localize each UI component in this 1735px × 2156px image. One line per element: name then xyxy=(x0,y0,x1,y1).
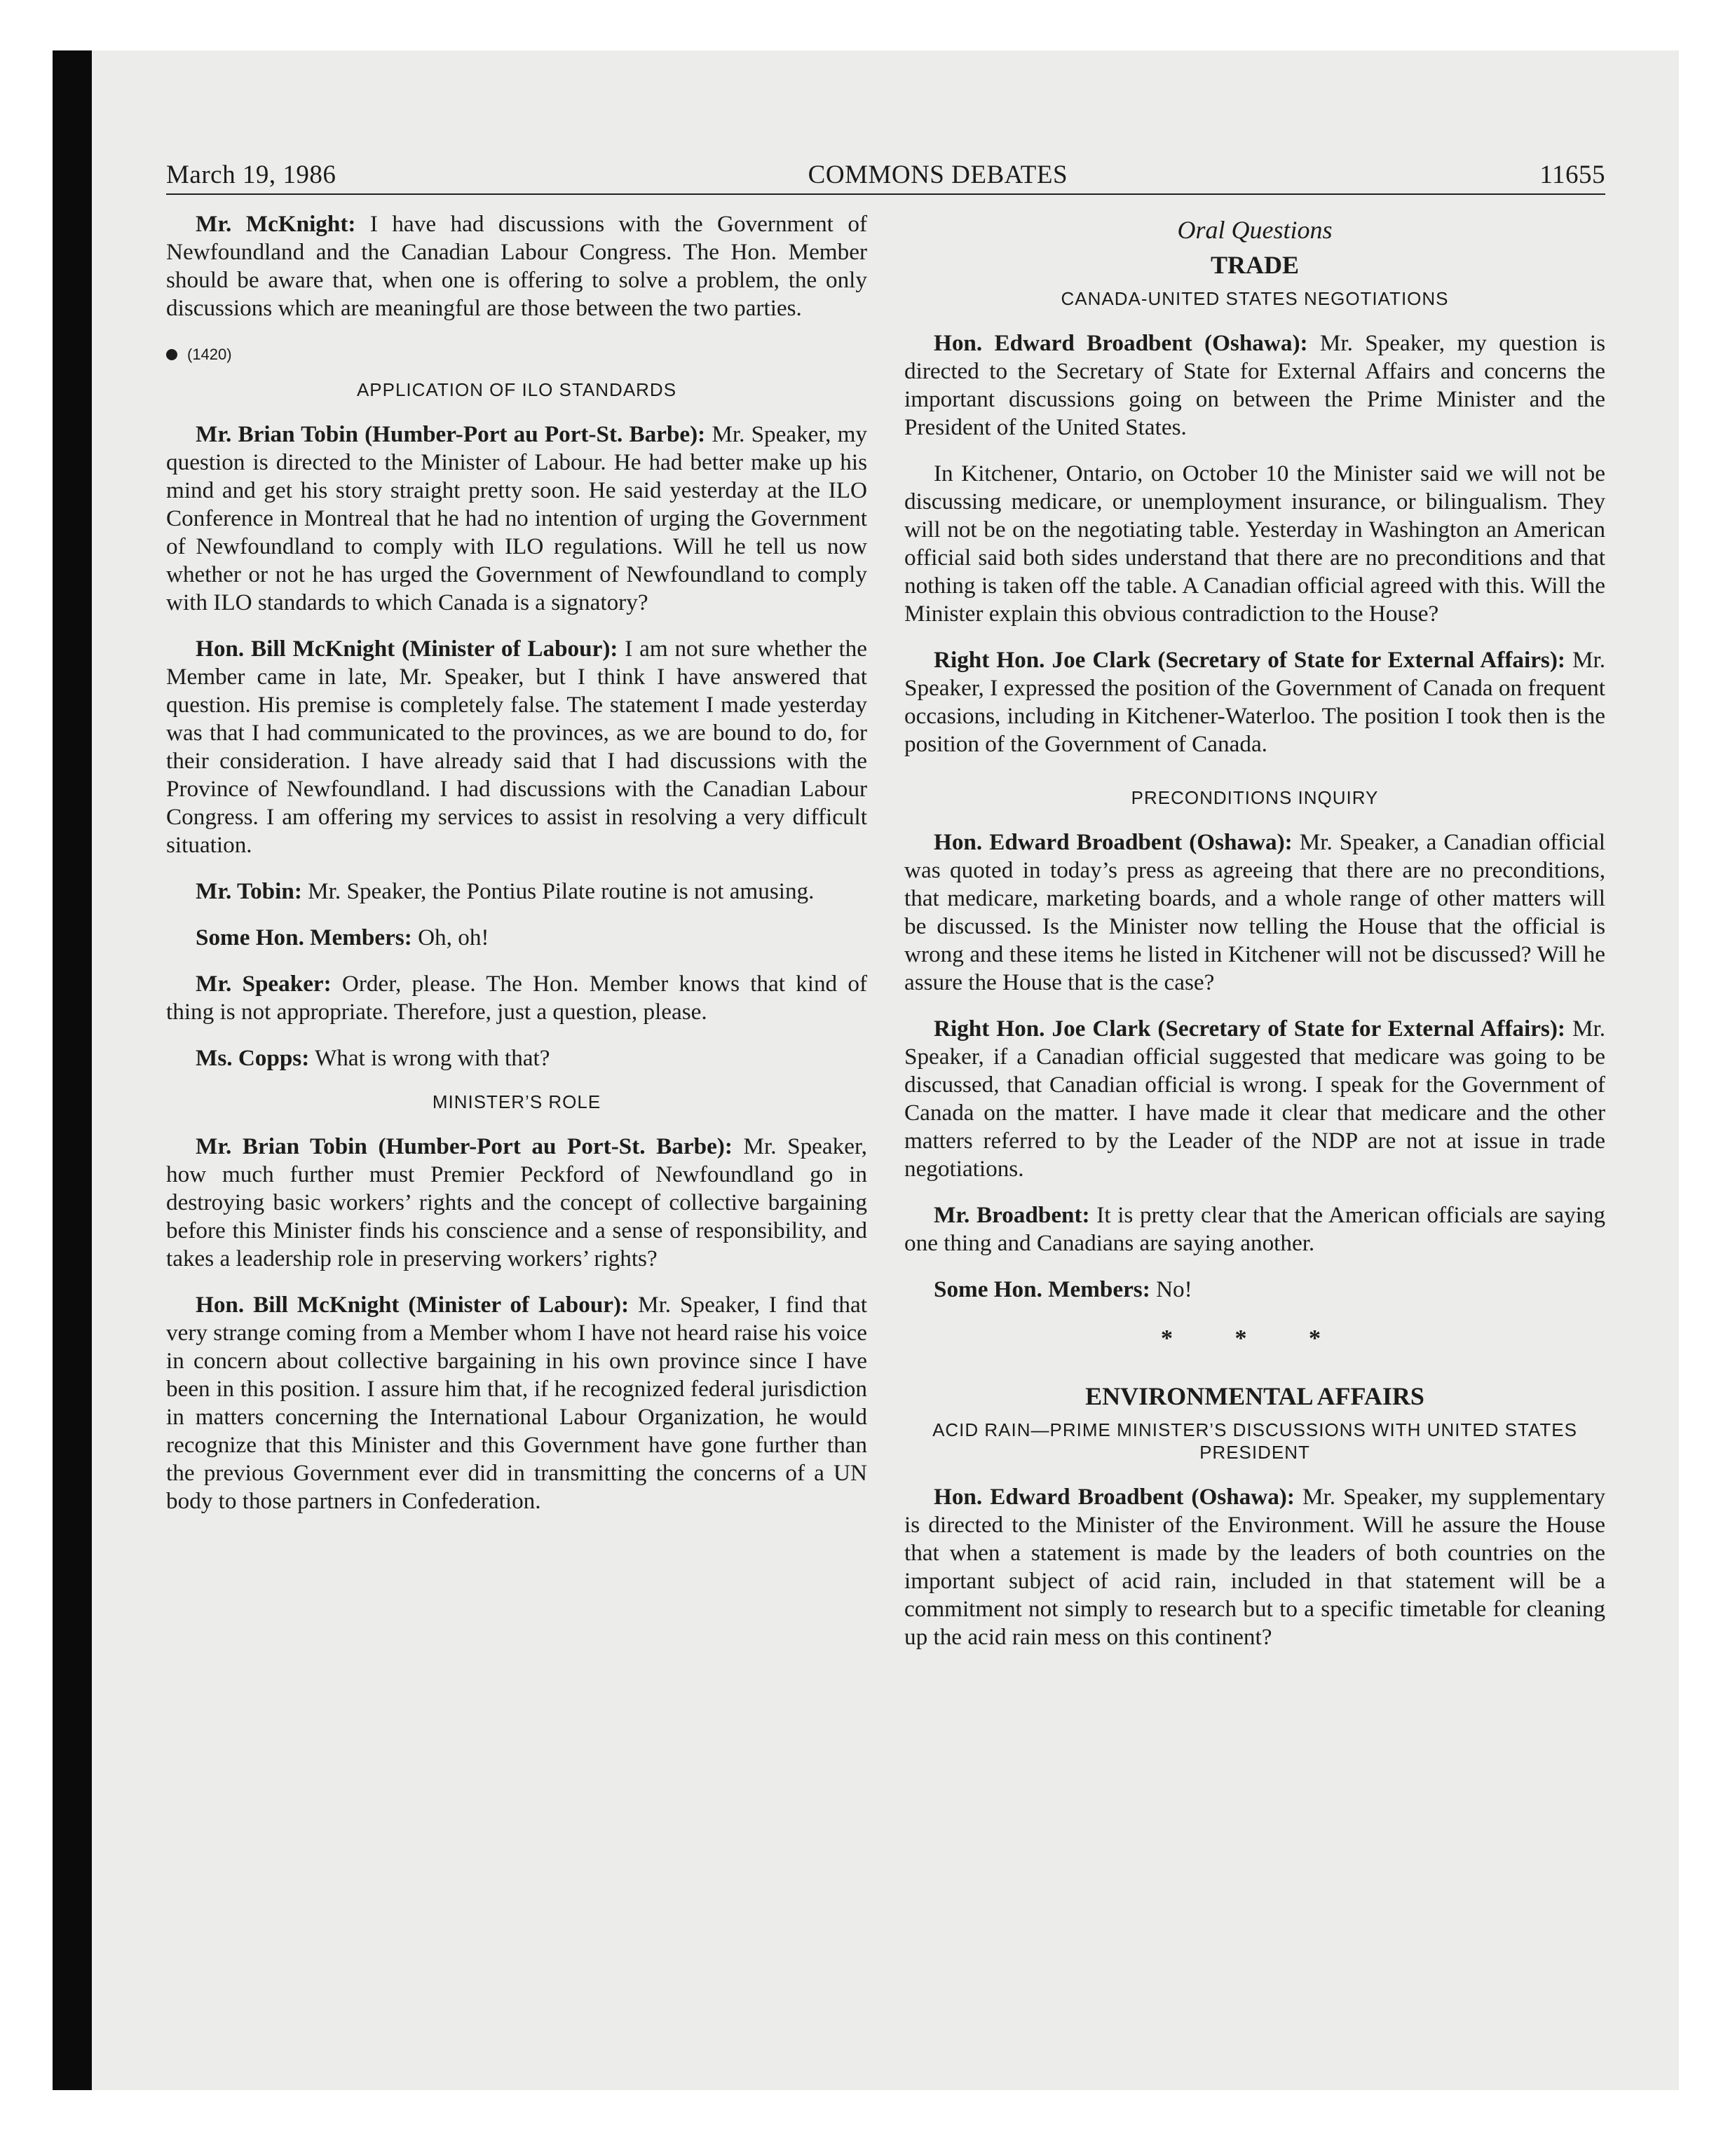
right-column xyxy=(904,210,1605,1670)
section-separator: * * * xyxy=(1161,1325,1349,1351)
speech-text: No! xyxy=(1150,1276,1192,1302)
topic-heading: TRADE xyxy=(1210,251,1300,279)
paragraph xyxy=(166,1133,867,1273)
subheading: ACID RAIN—PRIME MINISTER’S DISCUSSIONS WITH UNITED STATES PRESIDENT xyxy=(932,1419,1577,1463)
speaker-name: Mr. Broadbent: xyxy=(934,1202,1090,1228)
speech-text: What is wrong with that? xyxy=(309,1045,550,1071)
speech-text: Mr. Speaker, my supplementary is directed to the Minister of the Environment. Will he assure the House that when a statement is made by the leaders of both countries on the important subject of acid rain, included in that statement will be a commitment not simply to research but to a specific timetable for cleaning up the acid rain mess on this continent? xyxy=(904,1484,1606,1650)
topic-heading: ENVIRONMENTAL AFFAIRS xyxy=(1085,1382,1424,1410)
speaker-name: Right Hon. Joe Clark (Secretary of State for External Affairs): xyxy=(934,647,1565,673)
paragraph xyxy=(166,924,867,952)
speaker-name: Mr. McKnight: xyxy=(196,211,356,237)
subheading: CANADA-UNITED STATES NEGOTIATIONS xyxy=(1061,288,1449,309)
timestamp: (1420) xyxy=(187,346,232,363)
speech-text: It is pretty clear that the American officials are saying one thing and Canadians are saying another. xyxy=(904,1202,1605,1256)
scan-binding-edge xyxy=(53,50,92,2090)
speaker-name: Hon. Bill McKnight (Minister of Labour): xyxy=(196,1292,630,1318)
speaker-name: Ms. Copps: xyxy=(196,1045,310,1071)
speaker-name: Hon. Edward Broadbent (Oshawa): xyxy=(934,829,1293,855)
time-marker xyxy=(166,341,867,369)
subheading: APPLICATION OF ILO STANDARDS xyxy=(356,379,677,400)
paragraph xyxy=(166,1291,867,1515)
speech-text: In Kitchener, Ontario, on October 10 the Minister said we will not be discussing medicare, or unemployment insurance, or bilingualism. They will not be on the negotiating table. Yesterday in Washington an American official said both sides understand that there are no preconditions and that nothing is taken off the table. A Canadian official agreed with this. Will the Minister explain this obvious contradiction to the House? xyxy=(904,460,1605,627)
speech-text: Order, please. The Hon. Member knows that kind of thing is not appropriate. Therefore, just a question, please. xyxy=(166,971,867,1025)
speech-text: Mr. Speaker, my question is directed to the Minister of Labour. He had better make up his mind and get his story straight pretty soon. He said yesterday at the ILO Conference in Montreal that he had no intention of urging the Government of Newfoundland to comply with ILO regulations. Will he tell us now whether or not he has urged the Government of Newfoundland to comply with ILO standards to which Canada is a signatory? xyxy=(166,421,867,615)
speaker-name: Right Hon. Joe Clark (Secretary of State for External Affairs): xyxy=(934,1016,1565,1042)
header-date: March 19, 1986 xyxy=(166,161,336,189)
header-title: COMMONS DEBATES xyxy=(808,161,1068,189)
left-column xyxy=(166,210,867,1534)
paragraph xyxy=(166,878,867,906)
paragraph xyxy=(904,1201,1605,1257)
section-title: Oral Questions xyxy=(1177,216,1333,244)
paragraph xyxy=(904,828,1605,997)
speech-text: Mr. Speaker, a Canadian official was quoted in today’s press as agreeing that there are no preconditions, that medicare, marketing boards, and a whole range of other matters will be discussed. Is the Minister now telling the House that the official is wrong and these items he listed in Kitchener will not be discussed? Will he assure the House that is the case? xyxy=(904,829,1605,995)
speaker-name: Some Hon. Members: xyxy=(196,925,412,950)
speech-text: Oh, oh! xyxy=(411,925,489,950)
paragraph xyxy=(166,635,867,859)
subheading: PRECONDITIONS INQUIRY xyxy=(1131,787,1379,808)
header-page-number: 11655 xyxy=(1539,161,1605,189)
paragraph xyxy=(904,329,1605,442)
speech-text: Mr. Speaker, how much further must Premier Peckford of Newfoundland go in destroying basic workers’ rights and the concept of collective bargaining before this Minister finds his conscience and a sense of responsibility, and takes a leadership role in preserving workers’ rights? xyxy=(166,1133,867,1271)
paragraph xyxy=(904,1483,1605,1651)
paragraph xyxy=(166,210,867,322)
speaker-name: Mr. Brian Tobin (Humber-Port au Port-St. Barbe): xyxy=(196,421,706,447)
bullet-icon xyxy=(166,349,177,360)
speech-text: Mr. Speaker, if a Canadian official suggested that medicare was going to be discussed, that Canadian official is wrong. I speak for the Government of Canada on the matter. I have made it clear that medicare and the other matters referred to by the Leader of the NDP are not at issue in trade negotiations. xyxy=(904,1016,1605,1182)
speech-text: I am not sure whether the Member came in late, Mr. Speaker, but I think I have answered that question. His premise is completely false. The statement I made yesterday was that I had communicated to the provinces, as we are bound to do, for their consideration. I have already said that I had discussions with the Province of Newfoundland. I had discussions with the Canadian Labour Congress. I am offering my services to assist in resolving a very difficult situation. xyxy=(166,636,867,858)
speech-text: Mr. Speaker, my question is directed to the Secretary of State for External Affairs and concerns the important discussions going on between the Prime Minister and the President of the United States. xyxy=(904,330,1605,440)
page-header xyxy=(166,160,1605,190)
speaker-name: Hon. Bill McKnight (Minister of Labour): xyxy=(196,636,618,662)
speaker-name: Hon. Edward Broadbent (Oshawa): xyxy=(934,330,1308,356)
paragraph xyxy=(904,1015,1605,1183)
paragraph xyxy=(166,970,867,1026)
speaker-name: Hon. Edward Broadbent (Oshawa): xyxy=(934,1484,1295,1510)
paragraph xyxy=(904,646,1605,758)
subheading: MINISTER’S ROLE xyxy=(432,1091,601,1112)
paragraph xyxy=(904,460,1605,628)
speech-text: I have had discussions with the Government of Newfoundland and the Canadian Labour Congress. The Hon. Member should be aware that, when one is offering to solve a problem, the only discussions which are meaningful are those between the two parties. xyxy=(166,211,867,321)
speaker-name: Mr. Speaker: xyxy=(196,971,332,997)
speaker-name: Some Hon. Members: xyxy=(934,1276,1150,1302)
speech-text: Mr. Speaker, I expressed the position of the Government of Canada on frequent occasions, including in Kitchener-Waterloo. The position I took then is the position of the Government of Canada. xyxy=(904,647,1605,757)
paragraph xyxy=(904,1276,1605,1304)
paragraph xyxy=(166,421,867,617)
speaker-name: Mr. Tobin: xyxy=(196,878,302,904)
header-rule xyxy=(166,193,1605,195)
speaker-name: Mr. Brian Tobin (Humber-Port au Port-St. Barbe): xyxy=(196,1133,733,1159)
speech-text: Mr. Speaker, I find that very strange coming from a Member whom I have not heard raise his voice in concern about collective bargaining in his own province since I have been in this position. I assure him that, if he recognized federal jurisdiction in matters concerning the International Labour Organization, he would recognize that this Minister and this Government have gone further than the previous Government ever did in transmitting the concerns of a UN body to those partners in Confederation. xyxy=(166,1292,867,1514)
speech-text: Mr. Speaker, the Pontius Pilate routine is not amusing. xyxy=(301,878,815,904)
paragraph xyxy=(166,1044,867,1072)
